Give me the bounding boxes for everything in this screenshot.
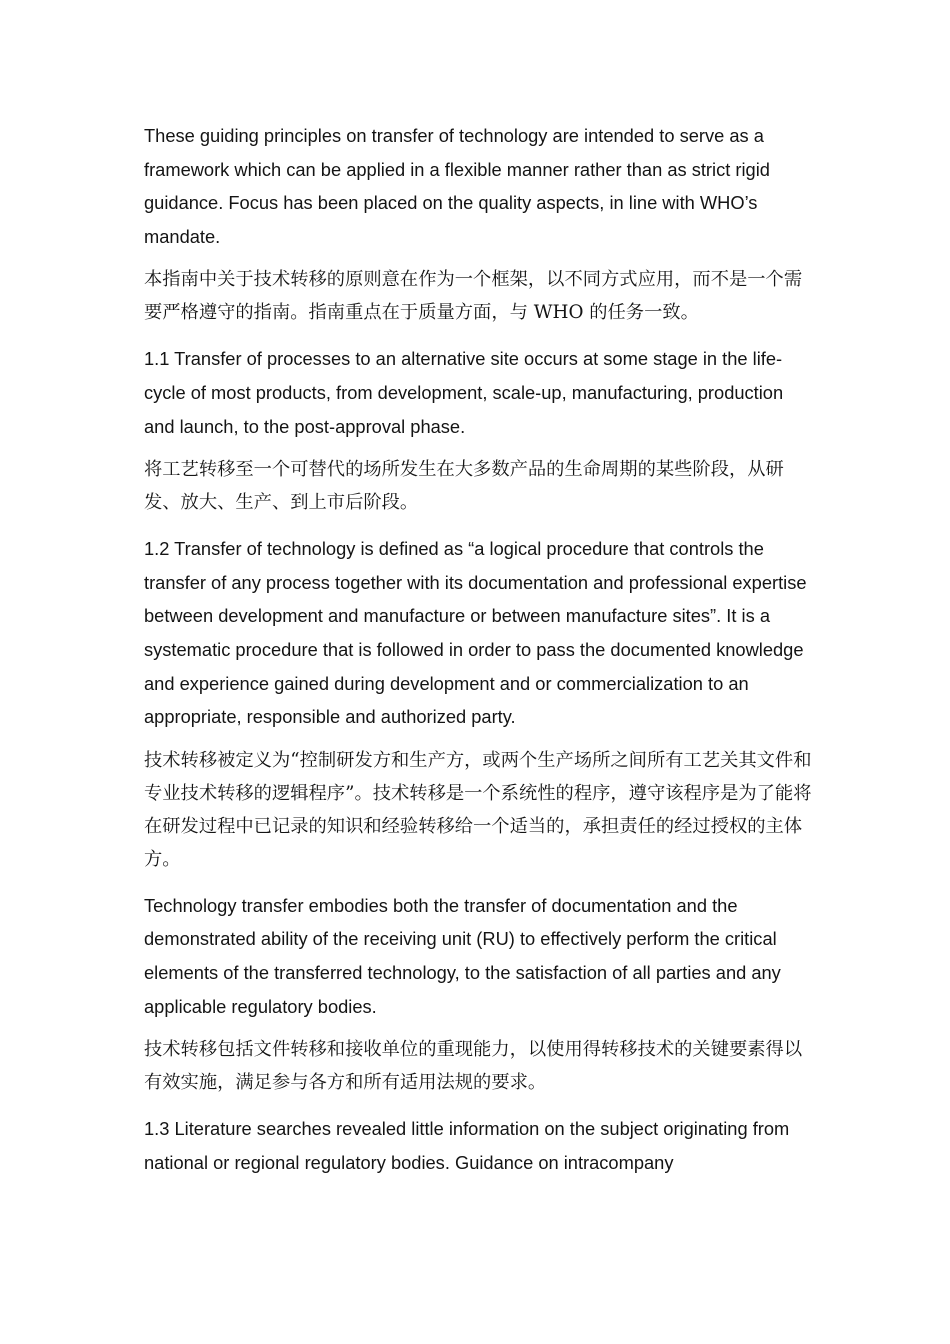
paragraph-1-1-en: 1.1 Transfer of processes to an alternative site occurs at some stage in the life-cycle of most products, from development, scale-up, manufacturing, production and launch, to the post-approval phase.: [144, 348, 784, 437]
paragraph-intro-en: These guiding principles on transfer of technology are intended to serve as a framework which can be applied in a flexible manner rather than as strict rigid guidance. Focus has been placed on the quality aspects, in line with WHO’s mandate.: [144, 125, 770, 247]
paragraph-intro-zh: 本指南中关于技术转移的原则意在作为一个框架，以不同方式应用，而不是一个需要严格遵守的指南。指南重点在于质量方面，与 WHO 的任务一致。: [144, 269, 803, 324]
paragraph-1-1-zh: 将工艺转移至一个可替代的场所发生在大多数产品的生命周期的某些阶段，从研发、放大、生产、到上市后阶段。: [144, 459, 784, 514]
paragraph-transfer-en: Technology transfer embodies both the transfer of documentation and the demonstrated ability of the receiving unit (RU) to effectively perform the critical elements of the transferred technology, to the satisfaction of all parties and any applicable regulatory bodies.: [144, 894, 781, 1017]
paragraph-1-2-en: 1.2 Transfer of technology is defined as “a logical procedure that controls the transfer of any process together with its documentation and professional expertise between development and manufacture or between manufacture sites”. It is a systematic procedure that is followed in order to pass the documented knowledge and experience gained during development and or commercialization to an appropriate, responsible and authorized party.: [144, 538, 807, 728]
paragraph-1-2-zh: 技术转移被定义为“控制研发方和生产方，或两个生产场所之间所有工艺关其文件和专业技术转移的逻辑程序”。技术转移是一个系统性的程序，遵守该程序是为了能将在研发过程中已记录的知识和经验转移给一个适当的，承担责任的经过授权的主体方。: [144, 749, 812, 870]
paragraph-transfer-zh: 技术转移包括文件转移和接收单位的重现能力，以使用得转移技术的关键要素得以有效实施，满足参与各方和所有适用法规的要求。: [144, 1039, 803, 1094]
paragraph-1-3-en: 1.3 Literature searches revealed little information on the subject originating from national or regional regulatory bodies. Guidance on intracompany: [144, 1118, 790, 1173]
document-body: [144, 119, 816, 1189]
